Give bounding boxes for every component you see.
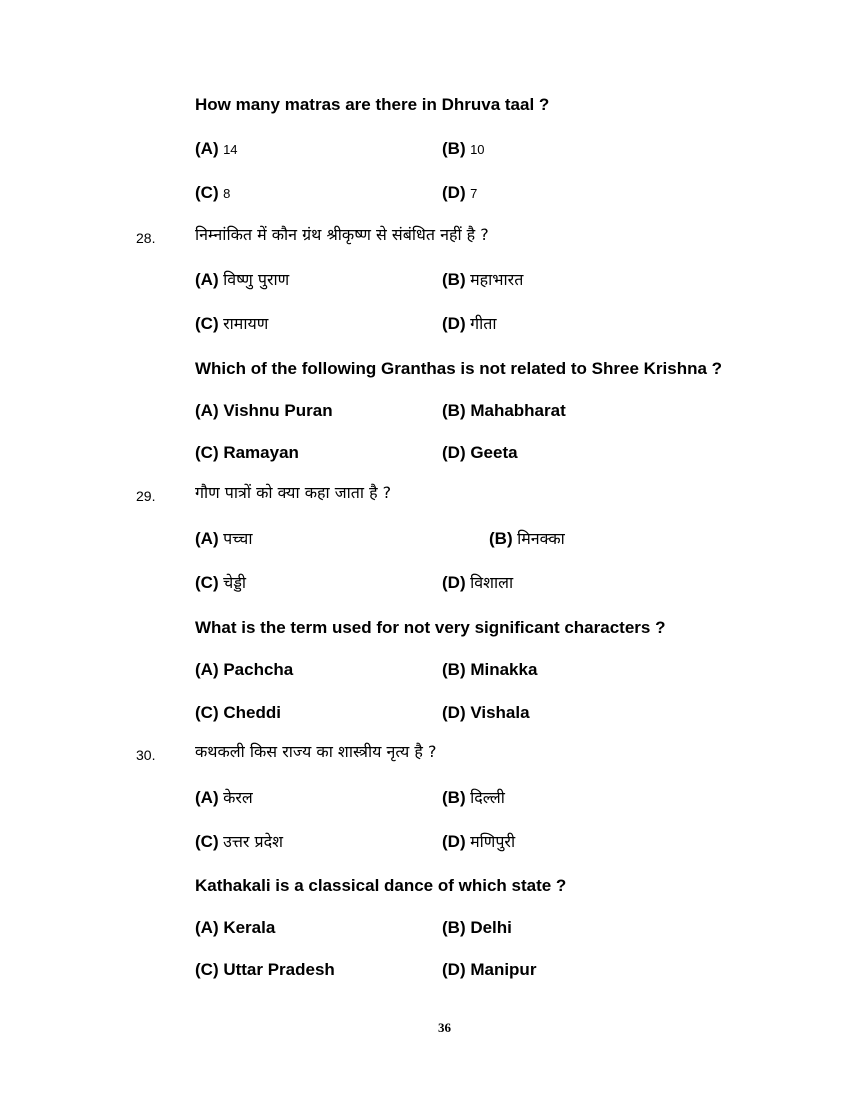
q30-en-option-c: (C) Uttar Pradesh (195, 960, 335, 979)
option-value: उत्तर प्रदेश (223, 832, 283, 851)
q30-hi-option-b (442, 789, 505, 807)
option-value: मिनक्का (517, 529, 565, 548)
option-value: 10 (470, 142, 485, 157)
q28-question-hi: निम्नांकित में कौन ग्रंथ श्रीकृष्ण से संबंधित नहीं है ? (195, 225, 489, 244)
q29-question-en: What is the term used for not very significant characters ? (195, 618, 666, 637)
q28-question-en: Which of the following Granthas is not related to Shree Krishna ? (195, 359, 723, 378)
q30-question-hi: कथकली किस राज्य का शास्त्रीय नृत्य है ? (195, 742, 437, 761)
q28-number: 28. (136, 230, 156, 246)
option-value: पच्चा (223, 529, 253, 548)
option-value: 8 (223, 186, 231, 201)
q30-en-option-a: (A) Kerala (195, 918, 276, 937)
q28-en-option-a: (A) Vishnu Puran (195, 401, 333, 420)
option-value: रामायण (223, 314, 269, 333)
q29-question-hi: गौण पात्रों को क्या कहा जाता है ? (195, 483, 392, 502)
option-value: महाभारत (470, 270, 524, 289)
q30-hi-option-d (442, 833, 515, 851)
q28-en-option-d: (D) Geeta (442, 443, 518, 462)
q29-hi-option-c (195, 574, 246, 592)
q28-en-option-c: (C) Ramayan (195, 443, 299, 462)
q29-en-option-a: (A) Pachcha (195, 660, 294, 679)
option-label: (B) (442, 270, 466, 289)
option-label: (D) (442, 314, 466, 333)
option-label: (A) (195, 270, 219, 289)
option-label: (C) (195, 832, 219, 851)
option-label: (A) (195, 788, 219, 807)
option-value: केरल (223, 788, 253, 807)
q27-question-en: How many matras are there in Dhruva taal ? (195, 95, 550, 114)
q29-number: 29. (136, 488, 156, 504)
option-value: विशाला (470, 573, 514, 592)
option-value: गीता (470, 314, 497, 333)
option-value: विष्णु पुराण (223, 270, 290, 289)
option-value: मणिपुरी (470, 832, 516, 851)
option-label: (A) (195, 529, 219, 548)
q30-hi-option-a (195, 789, 253, 807)
q27-option-a (195, 140, 238, 158)
option-value: 14 (223, 142, 238, 157)
option-label: (A) (195, 139, 219, 158)
q30-en-option-b: (B) Delhi (442, 918, 512, 937)
q29-hi-option-b (489, 530, 565, 548)
q29-hi-option-d (442, 574, 513, 592)
q28-hi-option-c (195, 315, 268, 333)
option-label: (C) (195, 183, 219, 202)
q28-hi-option-d (442, 315, 496, 333)
option-label: (C) (195, 573, 219, 592)
q27-option-c (195, 184, 230, 202)
q28-hi-option-a (195, 271, 289, 289)
page-number: 36 (438, 1020, 451, 1035)
option-label: (D) (442, 832, 466, 851)
option-value: दिल्ली (470, 788, 505, 807)
q30-hi-option-c (195, 833, 283, 851)
q29-en-option-c: (C) Cheddi (195, 703, 281, 722)
q28-en-option-b: (B) Mahabharat (442, 401, 566, 420)
q29-en-option-d: (D) Vishala (442, 703, 530, 722)
q30-number: 30. (136, 747, 156, 763)
q30-en-option-d: (D) Manipur (442, 960, 537, 979)
q30-question-en: Kathakali is a classical dance of which state ? (195, 876, 567, 895)
q29-en-option-b: (B) Minakka (442, 660, 538, 679)
option-label: (B) (489, 529, 513, 548)
q28-hi-option-b (442, 271, 523, 289)
option-label: (C) (195, 314, 219, 333)
option-label: (D) (442, 573, 466, 592)
option-value: 7 (470, 186, 478, 201)
q27-option-b (442, 140, 485, 158)
option-value: चेड्डी (223, 573, 247, 592)
option-label: (B) (442, 139, 466, 158)
option-label: (B) (442, 788, 466, 807)
option-label: (D) (442, 183, 466, 202)
q27-option-d (442, 184, 477, 202)
q29-hi-option-a (195, 530, 253, 548)
